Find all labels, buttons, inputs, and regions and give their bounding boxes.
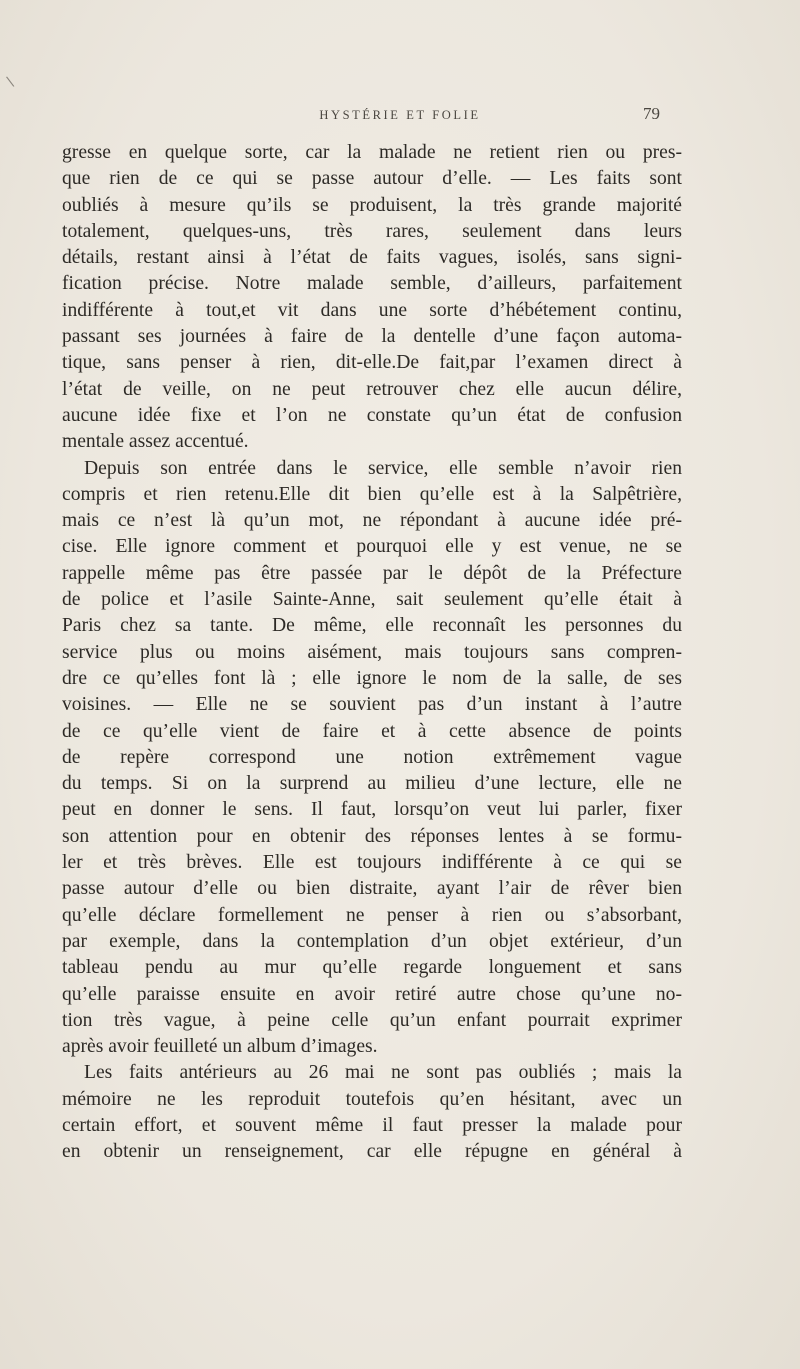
text-line: voisines. — Elle ne se souvient pas d’un instant à l’autre (62, 694, 682, 716)
text-line: tableau pendu au mur qu’elle regarde longuement et sans (62, 957, 682, 979)
text-line: indifférente à tout,et vit dans une sorte d’hébétement continu, (62, 299, 682, 321)
text-line: Les faits antérieurs au 26 mai ne sont pas oubliés ; mais la (84, 1062, 682, 1084)
text-line: qu’elle déclare formellement ne penser à rien ou s’absorbant, (62, 904, 682, 926)
text-line: qu’elle paraisse ensuite en avoir retiré autre chose qu’une no- (62, 983, 682, 1005)
text-line: détails, restant ainsi à l’état de faits vagues, isolés, sans signi- (62, 247, 682, 269)
text-line: gresse en quelque sorte, car la malade ne retient rien ou pres- (62, 142, 682, 163)
text-line: mentale assez accentué. (62, 431, 249, 453)
text-line: passe autour d’elle ou bien distraite, ayant l’air de rêver bien (62, 878, 682, 900)
corner-mark: \ (5, 73, 16, 91)
text-line: aucune idée fixe et l’on ne constate qu’un état de confusion (62, 404, 682, 426)
text-line: oubliés à mesure qu’ils se produisent, la très grande majorité (62, 194, 682, 216)
text-line: mémoire ne les reproduit toutefois qu’en hésitant, avec un (62, 1088, 682, 1110)
text-line: après avoir feuilleté un album d’images. (62, 1036, 378, 1058)
text-line: rappelle même pas être passée par le dépôt de la Préfecture (62, 562, 682, 584)
text-line: de police et l’asile Sainte-Anne, sait seulement qu’elle était à (62, 589, 682, 611)
text-line: cise. Elle ignore comment et pourquoi elle y est venue, ne se (62, 536, 682, 558)
text-line: en obtenir un renseignement, car elle répugne en général à (62, 1141, 682, 1163)
paragraph-2 (62, 456, 682, 1061)
text-line: que rien de ce qui se passe autour d’elle. — Les faits sont (62, 168, 682, 190)
text-line: passant ses journées à faire de la dentelle d’une façon automa- (62, 326, 682, 348)
text-line: du temps. Si on la surprend au milieu d’une lecture, elle ne (62, 773, 682, 795)
text-line: son attention pour en obtenir des réponses lentes à se formu- (62, 825, 682, 847)
text-line: dre ce qu’elles font là ; elle ignore le nom de la salle, de ses (62, 667, 682, 689)
text-line: de repère correspond une notion extrêmement vague (62, 746, 682, 768)
text-line: totalement, quelques-uns, très rares, seulement dans leurs (62, 220, 682, 242)
text-line: certain effort, et souvent même il faut presser la malade pour (62, 1114, 682, 1136)
text-line: l’état de veille, on ne peut retrouver chez elle aucun délire, (62, 378, 682, 400)
text-line: tique, sans penser à rien, dit-elle.De fait,par l’examen direct à (62, 352, 682, 374)
running-head: HYSTÉRIE ET FOLIE (319, 108, 481, 122)
paragraph-3 (62, 1060, 682, 1165)
paragraph-1 (62, 140, 682, 456)
text-line: peut en donner le sens. Il faut, lorsqu’on veut lui parler, fixer (62, 799, 682, 821)
text-line: compris et rien retenu.Elle dit bien qu’elle est à la Salpêtrière, (62, 483, 682, 505)
text-line: de ce qu’elle vient de faire et à cette absence de points (62, 720, 682, 742)
text-line: mais ce n’est là qu’un mot, ne répondant à aucune idée pré- (62, 510, 682, 532)
text-line: Paris chez sa tante. De même, elle reconnaît les personnes du (62, 615, 682, 637)
text-line: fication précise. Notre malade semble, d’ailleurs, parfaitement (62, 273, 682, 295)
text-line: service plus ou moins aisément, mais toujours sans compren- (62, 641, 682, 663)
text-line: par exemple, dans la contemplation d’un objet extérieur, d’un (62, 930, 682, 952)
text-line: ler et très brèves. Elle est toujours indifférente à ce qui se (62, 852, 682, 874)
text-line: Depuis son entrée dans le service, elle semble n’avoir rien (84, 457, 682, 479)
body-text (62, 140, 682, 1166)
text-line: tion très vague, à peine celle qu’un enfant pourrait exprimer (62, 1009, 682, 1031)
page-number: 79 (643, 104, 660, 123)
